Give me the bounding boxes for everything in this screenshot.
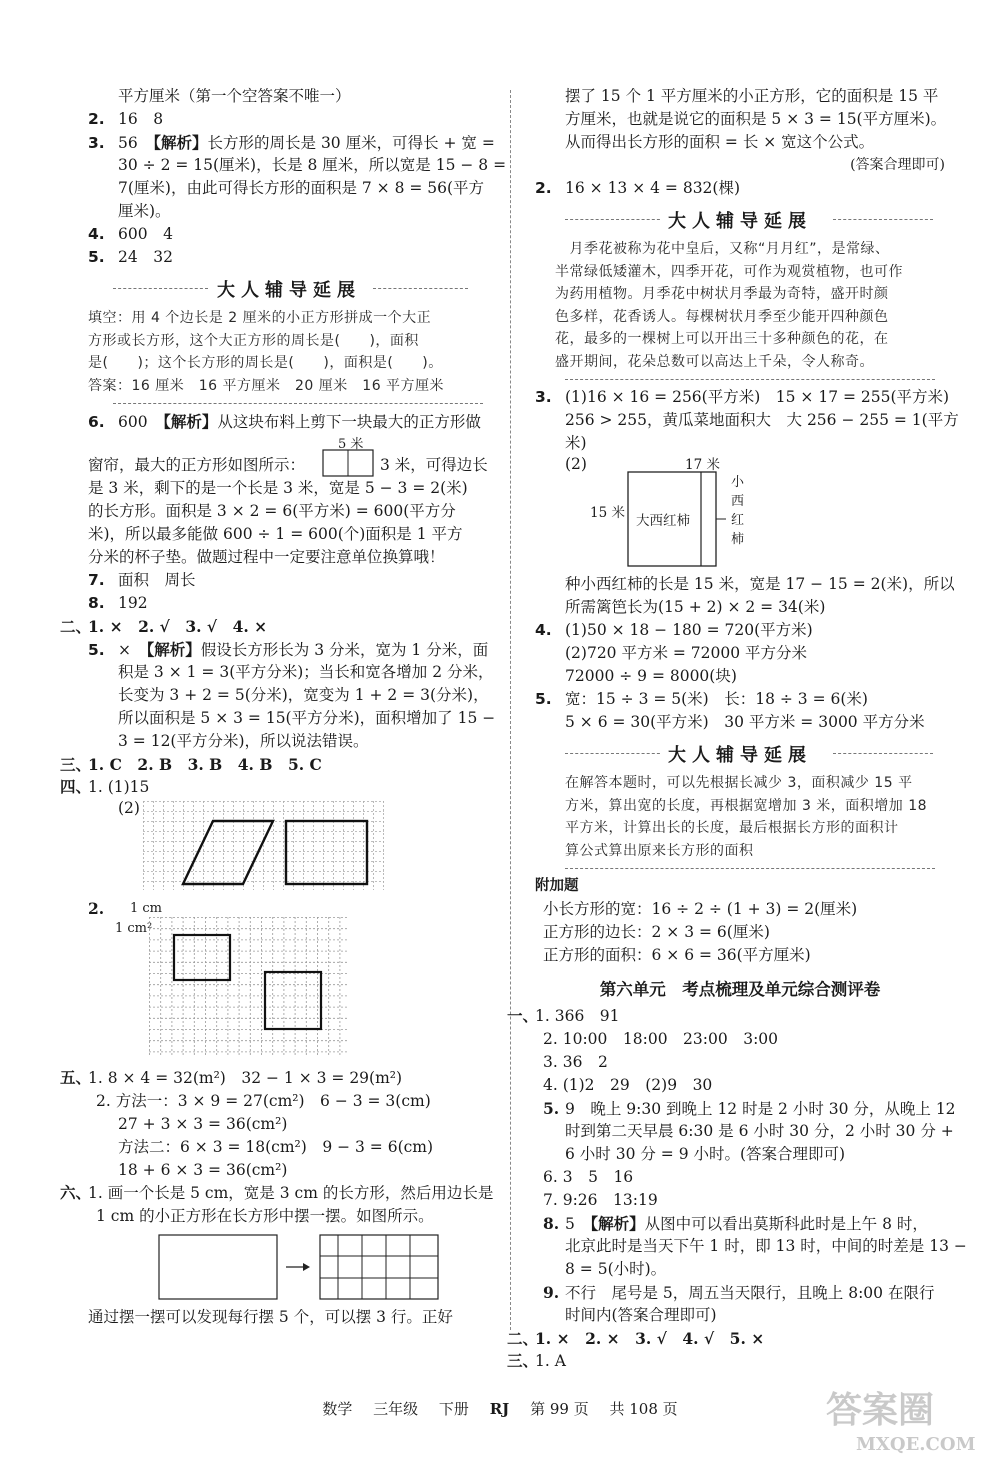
section-2: 二、1. × 2. √ 3. √ 4. × [60,617,268,636]
answer-line: 7(厘米)，由此可得长方形的面积是 7 × 8 = 56(平方 [118,179,485,197]
answer-line: 3 = 12(平方分米)，所以说法错误。 [118,732,369,750]
page-footer: 数学 三年级 下册 RJ 第 99 页 共 108 页 [322,1400,678,1418]
section-3: 三、1. C 2. B 3. B 4. B 5. C [60,755,322,774]
column-divider [510,90,511,1330]
svg-text:答案圈: 答案圈 [826,1389,935,1431]
answer-line: 256 > 255，黄瓜菜地面积大 大 256 − 255 = 1(平方 [565,411,959,429]
extension-header: 大人辅导延展 [88,273,490,303]
answer-line: 2. 方法一：3 × 9 = 27(cm²) 6 − 3 = 3(cm) [96,1092,431,1110]
parallelogram-rectangle-grid [143,801,385,891]
answer-line: 摆了 15 个 1 平方厘米的小正方形，它的面积是 15 平 [565,87,939,105]
answer-line: 厘米)。 [118,202,171,220]
watermark-logo [816,1380,986,1460]
extension-header: 大人辅导延展 [535,738,945,768]
answer-a8: 8. 5 【解析】从图中可以看出莫斯科此时是上午 8 时， [543,1214,928,1233]
answer-line: 方法二：6 × 3 = 18(cm²) 9 − 3 = 6(cm) [118,1138,434,1156]
answer-q6: 6. 600 【解析】从这块布料上剪下一块最大的正方形做 [88,412,481,431]
answer-a9: 9. 不行 尾号是 5，周五当天限行，且晚上 8:00 在限行 [543,1283,935,1302]
answer-line: 方厘米，也就是说它的面积是 5 × 3 = 15(平方厘米)。 [565,110,947,128]
answer-line: 种小西红柿的长是 15 米，宽是 17 − 15 = 2(米)，所以 [565,575,955,593]
answer-line: 分米的杯子垫。做题过程中一定要注意单位换算哦！ [88,548,445,566]
answer-line: 3 米，可得边长 [380,456,488,474]
answer-line: 正方形的边长：2 × 3 = 6(厘米) [543,923,770,941]
answer-line: 3. 36 2 [543,1053,608,1071]
answer-line: 米) [565,434,587,452]
extension-rule [113,403,483,404]
grid-figure-1: (2) [88,799,490,889]
answer-line: 7. 9:26 13:19 [543,1191,658,1209]
answer-line: 北京此时是当天下午 1 时，即 13 时，中间的时差是 13 − [565,1237,967,1255]
q6-rect-figure [322,449,374,477]
answer-q5: 5. 24 32 [88,248,173,266]
rectangles-grid [149,917,359,1067]
answer-line: 是 3 米，剩下的是一个长是 3 米，宽是 5 − 3 = 2(米) [88,479,468,497]
answer-line: 6. 3 5 16 [543,1168,634,1186]
answer-note: (答案合理即可) [850,157,945,173]
answer-line: 从而得出长方形的面积 = 长 × 宽这个公式。 [565,133,875,151]
answer-line: 时到第二天早晨 6:30 是 6 小时 30 分，2 小时 30 分 + [565,1122,954,1140]
section-5: 五、1. 8 × 4 = 32(m²) 32 − 1 × 3 = 29(m²) [60,1069,403,1087]
answer-q2: 2. 16 8 [88,110,164,128]
answer-line: 5 × 6 = 30(平方米) 30 平方米 = 3000 平方分米 [565,713,925,731]
answer-line: 正方形的面积：6 × 6 = 36(平方厘米) [543,946,811,964]
answer-s2q5: 5. × 【解析】假设长方形长为 3 分米，宽为 1 分米，面 [88,640,489,659]
answer-line: 的长方形。面积是 3 × 2 = 6(平方米) = 600(平方分 [88,502,456,520]
answer-line: 27 + 3 × 3 = 36(cm²) [118,1115,288,1133]
answer-line: 30 ÷ 2 = 15(厘米)，长是 8 厘米，所以宽是 15 − 8 = [118,156,507,174]
answer-line: 72000 ÷ 9 = 8000(块) [565,667,737,685]
answer-q3: 3. 56 【解析】长方形的周长是 30 厘米，可得长 + 宽 = [88,133,495,152]
answer-a5: 5. 9 晚上 9:30 到晚上 12 时是 2 小时 30 分，从晚上 12 [543,1099,956,1118]
answer-line: 窗帘，最大的正方形如图所示： [88,456,306,474]
extension-rule [565,868,935,869]
answer-line: 8 = 5(小时)。 [565,1260,667,1278]
extension-text: 在解答本题时，可以先根据长减少 3，面积减少 15 平 方米，算出宽的长度，再根据宽增加 3 米，面积增加 18 平方米，计算出长的长度，最后根据长方形的面积计 算公式算出原来长方形的面积 [565,775,928,859]
answer-line: 6 小时 30 分 = 9 小时。(答案合理即可) [565,1145,846,1163]
answer-q5: 5. 宽：15 ÷ 3 = 5(米) 长：18 ÷ 3 = 6(米) [535,690,868,708]
answer-line: 小长方形的宽：16 ÷ 2 ÷ (1 + 3) = 2(厘米) [543,900,858,918]
answer-line: 1 cm 的小正方形在长方形中摆一摆。如图所示。 [96,1207,434,1225]
answer-line: 所需篱笆长为(15 + 2) × 2 = 34(米) [565,598,826,616]
left-column [60,85,507,1329]
answer-line: 长变为 3 + 2 = 5(分米)，宽变为 1 + 2 = 3(分米)， [118,686,489,704]
answer-line: 通过摆一摆可以发现每行摆 5 个，可以摆 3 行。正好 [88,1308,453,1326]
extension-rule [565,379,935,380]
answer-q4: 4. (1)50 × 18 − 180 = 720(平方米) [535,621,813,639]
q6-figure-row [88,433,490,477]
answer-line: 2. 10:00 18:00 23:00 3:00 [543,1030,779,1048]
svg-text:MXQE.COM: MXQE.COM [856,1434,976,1455]
extension-header: 大人辅导延展 [535,204,945,234]
bonus-title: 附加题 [535,878,579,894]
tiling-figure [88,1228,490,1306]
answer-line: 4. (1)2 29 (2)9 30 [543,1076,713,1094]
answer-line: 所以面积是 5 × 3 = 15(平方分米)，面积增加了 15 − [118,709,496,727]
unit6-section-1: 一、1. 366 91 [507,1007,620,1025]
answer-line: 米)，所以最多能做 600 ÷ 1 = 600(个)面积是 1 平方 [88,525,463,543]
answer-line: (2)720 平方米 = 72000 平方分米 [565,644,808,662]
unit6-section-2: 二、1. × 2. × 3. √ 4. √ 5. × [507,1329,765,1348]
section-6: 六、1. 画一个长是 5 cm，宽是 3 cm 的长方形，然后用边长是 [60,1184,494,1202]
answer-q8: 8. 192 [88,594,148,612]
answer-q2: 2. 16 × 13 × 4 = 832(棵) [535,179,741,197]
answer-q3: 3. (1)16 × 16 = 256(平方米) 15 × 17 = 255(平方米) [535,388,950,406]
grid-figure-2: 2. 1 cm 1 cm² [88,899,490,1067]
unit6-section-3: 三、1. A [507,1352,566,1370]
section-4: 四、1. (1)15 [60,778,150,796]
answer-q7: 7. 面积 周长 [88,571,196,589]
extension-text: 月季花被称为花中皇后，又称“月月红”，是常绿、 半常绿低矮灌木，四季开花，可作为观赏植物，也可作 为药用植物。月季花中树状月季最为奇特，盛开时颜 色多样，花香诱人。每棵树状月季至少能开四种颜色 花，最多的一棵树上可以开出三十多种颜色的花，在 盛开期间，花朵总数可以高达上千朵，令人称奇。 [555,241,903,370]
answer-line: 18 + 6 × 3 = 36(cm²) [118,1161,288,1179]
unit-title: 第六单元 考点梳理及单元综合测评卷 [599,980,881,999]
garden-figure: (2) 17 米 15 米 大西红柿 小西红柿 [535,455,945,573]
fig-label-top: 5 米 [338,437,364,452]
answer-q4: 4. 600 4 [88,225,173,243]
extension-text: 填空：用 4 个边长是 2 厘米的小正方形拼成一个大正 方形或长方形，这个大正方形的周长是( )，面积 是( )；这个长方形的周长是( )，面积是( )。 答案：16 厘米 16 平方厘米 20 厘米 16 平方厘米 [88,310,445,394]
right-column [507,85,967,1373]
answer-line: 积是 3 × 1 = 3(平方分米)；当长和宽各增加 2 分米， [118,663,494,681]
answer-line: 平方厘米（第一个空答案不唯一） [118,87,351,105]
answer-line: 时间内(答案合理即可) [565,1306,717,1324]
